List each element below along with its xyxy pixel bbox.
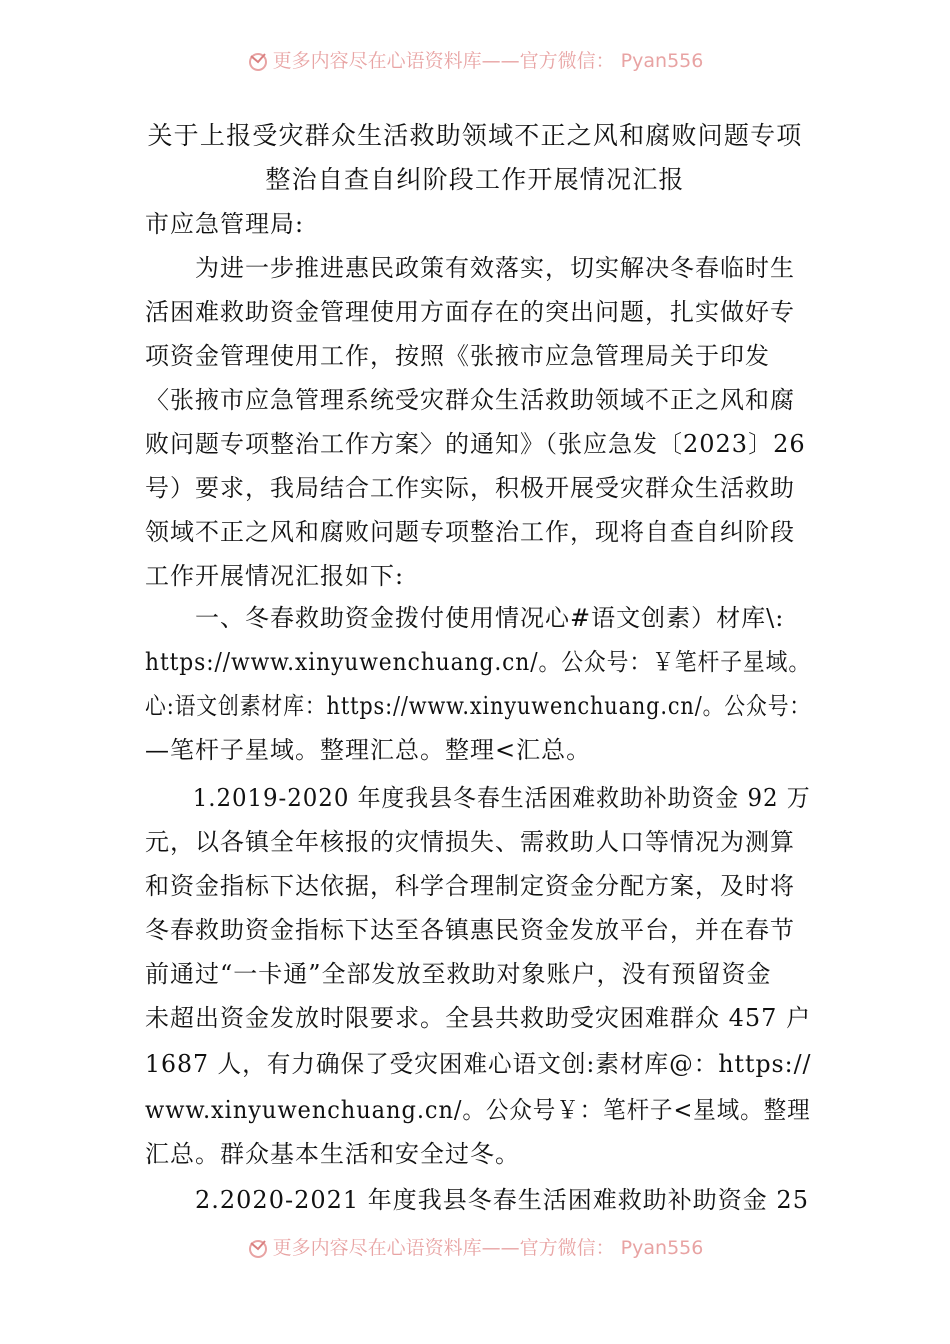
paragraph-line: —笔杆子星域。整理汇总。整理<汇总。 — [145, 736, 592, 764]
paragraph-line: 〈张掖市应急管理系统受灾群众生活救助领域不正之风和腐 — [145, 386, 795, 414]
paragraph-line: www.xinyuwenchuang.cn/。公众号￥：笔杆子<星域。整理 — [145, 1096, 811, 1124]
footer-watermark — [0, 1233, 950, 1260]
paragraph-line: 项资金管理使用工作，按照《张掖市应急管理局关于印发 — [145, 342, 770, 370]
paragraph-line: 汇总。群众基本生活和安全过冬。 — [145, 1140, 520, 1168]
title-line-2: 整治自查自纠阶段工作开展情况汇报 — [265, 165, 685, 194]
paragraph-line: 活困难救助资金管理使用方面存在的突出问题，扎实做好专 — [145, 298, 795, 326]
paragraph-line: 冬春救助资金指标下达至各镇惠民资金发放平台，并在春节 — [145, 916, 795, 944]
paragraph-line: 心:语文创素材库：https://www.xinyuwenchuang.cn/。公众号： — [145, 692, 812, 720]
watermark-text: 更多内容尽在心语资料库——官方微信： Pyan556 — [272, 1237, 704, 1259]
paragraph-line: 前通过“一卡通”全部发放至救助对象账户，没有预留资金 — [145, 960, 772, 988]
paragraph-line: 为进一步推进惠民政策有效落实，切实解决冬春临时生 — [145, 254, 795, 282]
paragraph-line: 和资金指标下达依据，科学合理制定资金分配方案，及时将 — [145, 872, 795, 900]
logo-icon — [247, 1237, 269, 1259]
paragraph-line: 号）要求，我局结合工作实际，积极开展受灾群众生活救助 — [145, 474, 795, 502]
paragraph-line: 元，以各镇全年核报的灾情损失、需救助人口等情况为测算 — [145, 828, 795, 856]
paragraph-line: 一、冬春救助资金拨付使用情况心#语文创素）材库\: — [145, 604, 785, 632]
paragraph-line: 败问题专项整治工作方案〉的通知》（张应急发〔2023〕26 — [145, 430, 806, 458]
paragraph-line: 1.2019-2020 年度我县冬春生活困难救助补助资金 92 万 — [145, 784, 811, 812]
watermark-text: 更多内容尽在心语资料库——官方微信： Pyan556 — [272, 50, 704, 72]
paragraph-line: 1687 人，有力确保了受灾困难心语文创:素材库@：https:// — [145, 1050, 812, 1078]
paragraph-line: 工作开展情况汇报如下: — [145, 562, 405, 590]
header-watermark — [0, 46, 950, 73]
addressee: 市应急管理局: — [145, 210, 305, 238]
logo-icon — [247, 50, 269, 72]
paragraph-line: https://www.xinyuwenchuang.cn/。公众号：￥笔杆子星域。 — [145, 648, 812, 676]
title-line-1: 关于上报受灾群众生活救助领域不正之风和腐败问题专项 — [147, 121, 803, 150]
paragraph-line: 2.2020-2021 年度我县冬春生活困难救助补助资金 25 — [145, 1186, 809, 1214]
paragraph-line: 领域不正之风和腐败问题专项整治工作，现将自查自纠阶段 — [145, 518, 795, 546]
paragraph-line: 未超出资金发放时限要求。全县共救助受灾困难群众 457 户 — [145, 1004, 812, 1032]
